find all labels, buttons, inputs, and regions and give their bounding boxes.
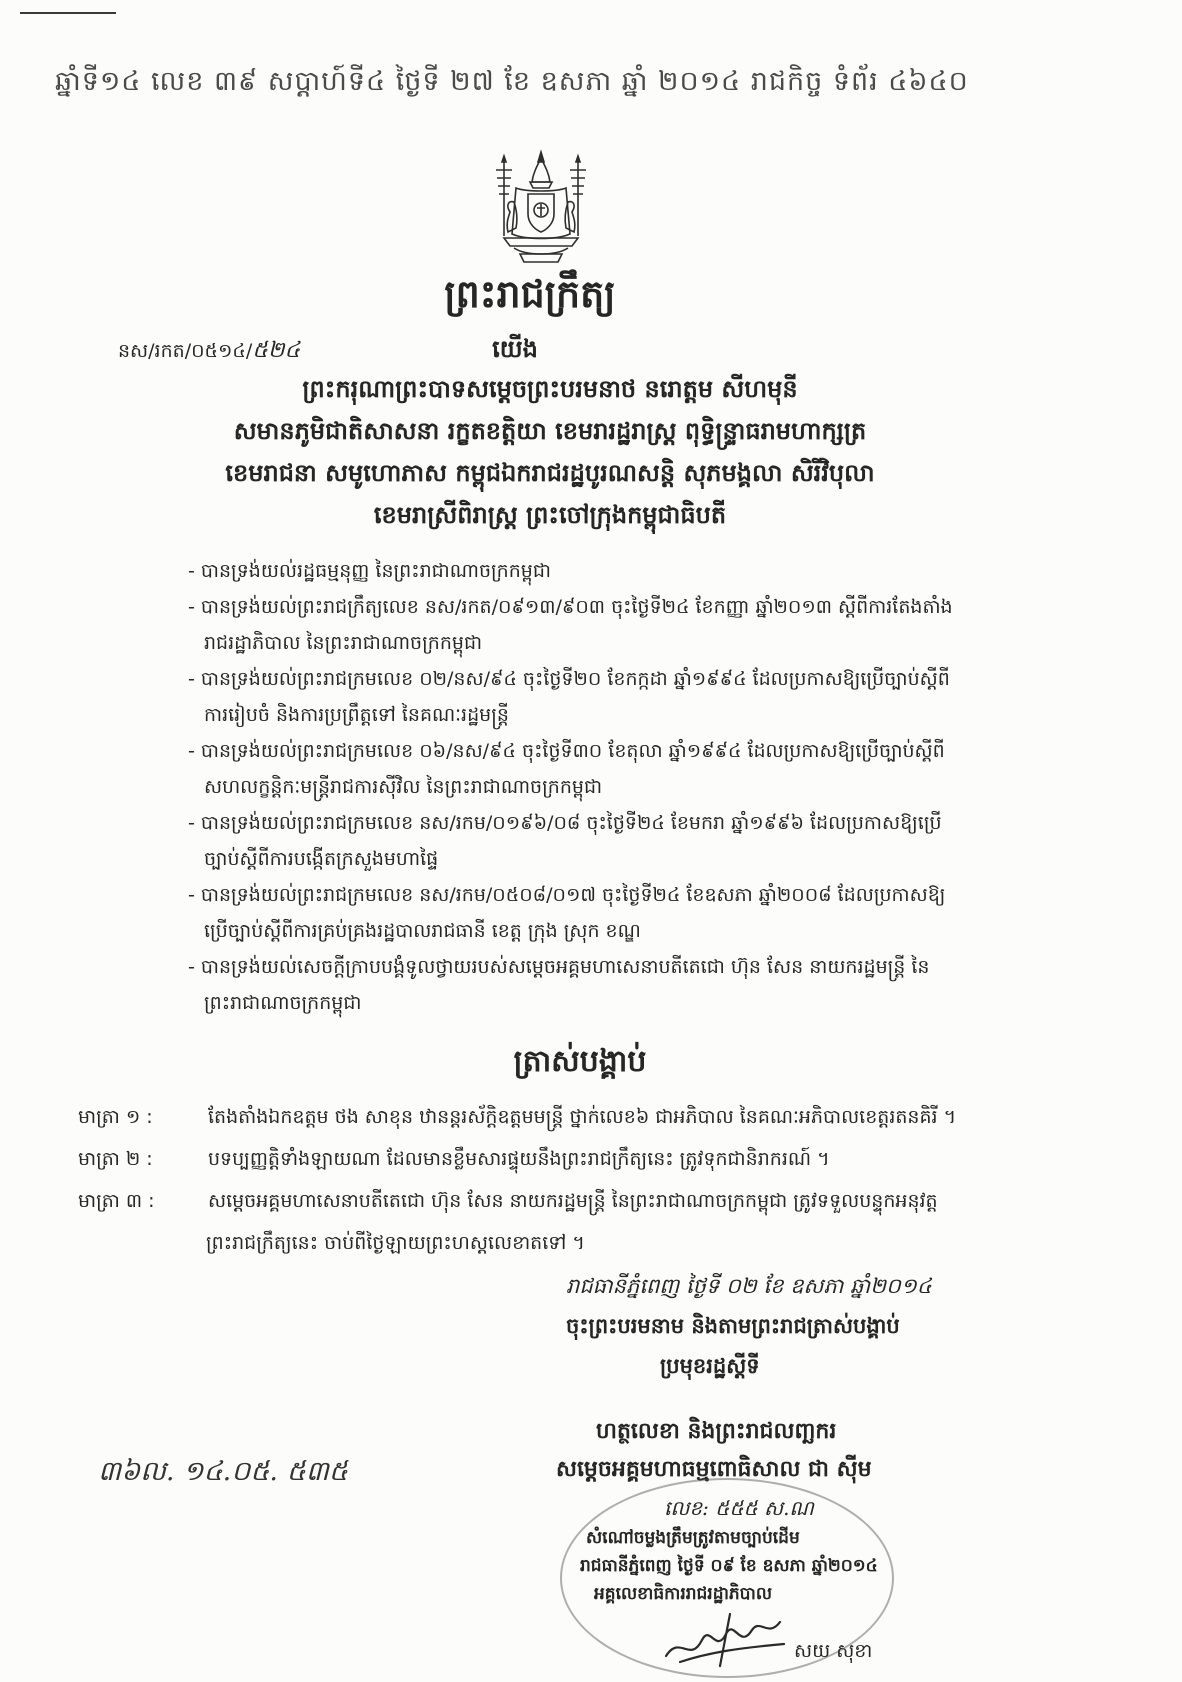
signing-role: ប្រមុខរដ្ឋស្តីទី [660, 1354, 760, 1378]
signature-caption: ហត្ថលេខា និងព្រះរាជលញ្ឆករ [596, 1419, 837, 1444]
stamp-copy-line: សំណៅចម្លងត្រឹមត្រូវតាមច្បាប់ដើម [586, 1528, 800, 1548]
consideration-line: ប្រើច្បាប់ស្តីពីការគ្រប់គ្រងរដ្ឋបាលរាជធានី ខេត្ត ក្រុង ស្រុក ខណ្ឌ [204, 920, 641, 942]
consideration-line: សហលក្ខន្តិកៈមន្ត្រីរាជការស៊ីវិល នៃព្រះរាជាណាចក្រកម្ពុជា [204, 776, 603, 798]
article-label: មាត្រា ២ : [78, 1148, 153, 1170]
royal-coat-of-arms-icon [486, 148, 596, 268]
considerations-list [188, 553, 1093, 1021]
royal-title-line: សមានភូមិជាតិសាសនា រក្ខតខត្តិយា ខេមរារដ្ឋរាស្ត្រ ពុទ្ធិន្ទ្រាធរាមហាក្សត្រ [233, 417, 867, 445]
royal-title-line: ព្រះករុណាព្រះបាទសម្តេចព្រះបរមនាថ នរោត្តម សីហមុនី [302, 375, 798, 403]
article-text: តែងតាំងឯកឧត្តម ថង សាខុន ឋានន្តរស័ក្តិឧត្តមមន្ត្រី ថ្នាក់លេខ៦ ជាអភិបាល នៃគណៈអភិបាលខេត្តរតនគិរី ។ [208, 1106, 957, 1128]
consideration-item [188, 805, 1093, 877]
article-1 [78, 1096, 1138, 1138]
consideration-line: ការរៀបចំ និងការប្រព្រឹត្តទៅ នៃគណៈរដ្ឋមន្ត្រី [204, 704, 509, 726]
consideration-line: - បានទ្រង់យល់សេចក្តីក្រាបបង្គំទូលថ្វាយរបស់សម្តេចអគ្គមហាសេនាបតីតេជោ ហ៊ុន សែន នាយករដ្ឋមន្ត្រី នៃ [188, 956, 930, 978]
signature-scribble [660, 1604, 790, 1674]
decree-title: ព្រះរាជក្រឹត្យ [444, 272, 616, 316]
stamp-signer-name: សយ សុខា [794, 1640, 873, 1662]
stamp-date-line: រាជធានីភ្នំពេញ ថ្ងៃទី ០៩ ខែ ឧសភា ឆ្នាំ២០១៤ [580, 1556, 878, 1576]
signing-authority: ចុះព្រះបរមនាម និងតាមព្រះរាជត្រាស់បង្គាប់ [566, 1314, 900, 1338]
consideration-line: រាជរដ្ឋាភិបាល នៃព្រះរាជាណាចក្រកម្ពុជា [204, 632, 483, 654]
reference-handwritten: ៥២៤ [252, 338, 301, 363]
royal-title-line: ខេមរាស្រីពិរាស្ត្រ ព្រះចៅក្រុងកម្ពុជាធិបតី [373, 501, 727, 529]
we-heading: យើង [492, 335, 538, 363]
article-2 [78, 1138, 1138, 1180]
decree-heading: ត្រាស់បង្គាប់ [513, 1044, 647, 1079]
consideration-line: ព្រះរាជាណាចក្រកម្ពុជា [204, 992, 362, 1014]
article-text: ព្រះរាជក្រឹត្យនេះ ចាប់ពីថ្ងៃឡាយព្រះហស្តលេខាតទៅ ។ [206, 1232, 585, 1254]
reference-printed: នស/រកត/០៥១៤/ [118, 340, 253, 362]
consideration-line: - បានទ្រង់យល់រដ្ឋធម្មនុញ្ញ នៃព្រះរាជាណាចក្រកម្ពុជា [188, 560, 551, 582]
article-3 [78, 1180, 1138, 1264]
stamp-number: លេខ: ៥៥៥ ស.ណ [664, 1496, 814, 1520]
consideration-item [188, 661, 1093, 733]
consideration-line: - បានទ្រង់យល់ព្រះរាជក្រមលេខ នស/រកម/០១៩៦/០៨ ចុះថ្ងៃទី២៤ ខែមករា ឆ្នាំ១៩៩៦ ដែលប្រកាសឱ្យប្រើ [188, 812, 942, 834]
reference-number [118, 336, 448, 366]
article-text: សម្តេចអគ្គមហាសេនាបតីតេជោ ហ៊ុន សែន នាយករដ្ឋមន្ត្រី នៃព្រះរាជាណាចក្រកម្ពុជា ត្រូវទទួលបន្ទុកអនុវត្ត [208, 1190, 938, 1212]
signing-place-date: រាជធានីភ្នំពេញ ថ្ងៃទី ០២ ខែ ឧសភា ឆ្នាំ២០១៤ [566, 1274, 932, 1298]
consideration-item [188, 949, 1093, 1021]
royal-title-line: ខេមរាជនា សមូហោភាស កម្ពុជឯករាជរដ្ឋបូរណសន្តិ សុភមង្គលា សិរីវិបុលា [225, 459, 875, 487]
consideration-item [188, 877, 1093, 949]
stamp-office: អគ្គលេខាធិការរាជរដ្ឋាភិបាល [594, 1584, 773, 1604]
consideration-item [188, 553, 1093, 589]
gazette-header: ឆ្នាំទី១៤ លេខ ៣៩ សប្តាហ៍ទី៤ ថ្ងៃទី ២៧ ខែ ឧសភា ឆ្នាំ ២០១៤ រាជកិច្ច ទំព័រ ៤៦៤០ [55, 66, 969, 97]
consideration-line: - បានទ្រង់យល់ព្រះរាជក្រមលេខ ០៦/នស/៩៤ ចុះថ្ងៃទី៣០ ខែតុលា ឆ្នាំ១៩៩៤ ដែលប្រកាសឱ្យប្រើច្បាប់ស្តីពី [188, 740, 945, 762]
articles-list [78, 1096, 1138, 1264]
signatory-name: សម្តេចអគ្គមហាធម្មពោធិសាល ជា ស៊ីម [556, 1457, 872, 1482]
consideration-line: - បានទ្រង់យល់ព្រះរាជក្រមលេខ នស/រកម/០៥០៨/០១៧ ចុះថ្ងៃទី២៤ ខែឧសភា ឆ្នាំ២០០៨ ដែលប្រកាសឱ្យ [188, 884, 946, 906]
consideration-line: - បានទ្រង់យល់ព្រះរាជក្រឹត្យលេខ នស/រកត/០៩១៣/៩០៣ ចុះថ្ងៃទី២៤ ខែកញ្ញា ឆ្នាំ២០១៣ ស្តីពីការតែងតាំង [188, 596, 953, 618]
consideration-line: - បានទ្រង់យល់ព្រះរាជក្រមលេខ ០២/នស/៩៤ ចុះថ្ងៃទី២០ ខែកក្កដា ឆ្នាំ១៩៩៤ ដែលប្រកាសឱ្យប្រើច្បាប់ស្តីពី [188, 668, 950, 690]
article-label: មាត្រា ៣ : [78, 1190, 155, 1212]
royal-titles [100, 368, 1000, 536]
handwritten-registration-note: ៣៦ល. ១៤.០៥. ៥៣៥ [98, 1456, 348, 1487]
article-label: មាត្រា ១ : [78, 1106, 153, 1128]
consideration-item [188, 589, 1093, 661]
top-margin-rule [20, 12, 116, 14]
consideration-line: ច្បាប់ស្តីពីការបង្កើតក្រសួងមហាផ្ទៃ [204, 848, 439, 870]
article-text: បទប្បញ្ញត្តិទាំងឡាយណា ដែលមានខ្លឹមសារផ្ទុយនឹងព្រះរាជក្រឹត្យនេះ ត្រូវទុកជានិរាករណ៍ ។ [208, 1148, 830, 1170]
consideration-item [188, 733, 1093, 805]
